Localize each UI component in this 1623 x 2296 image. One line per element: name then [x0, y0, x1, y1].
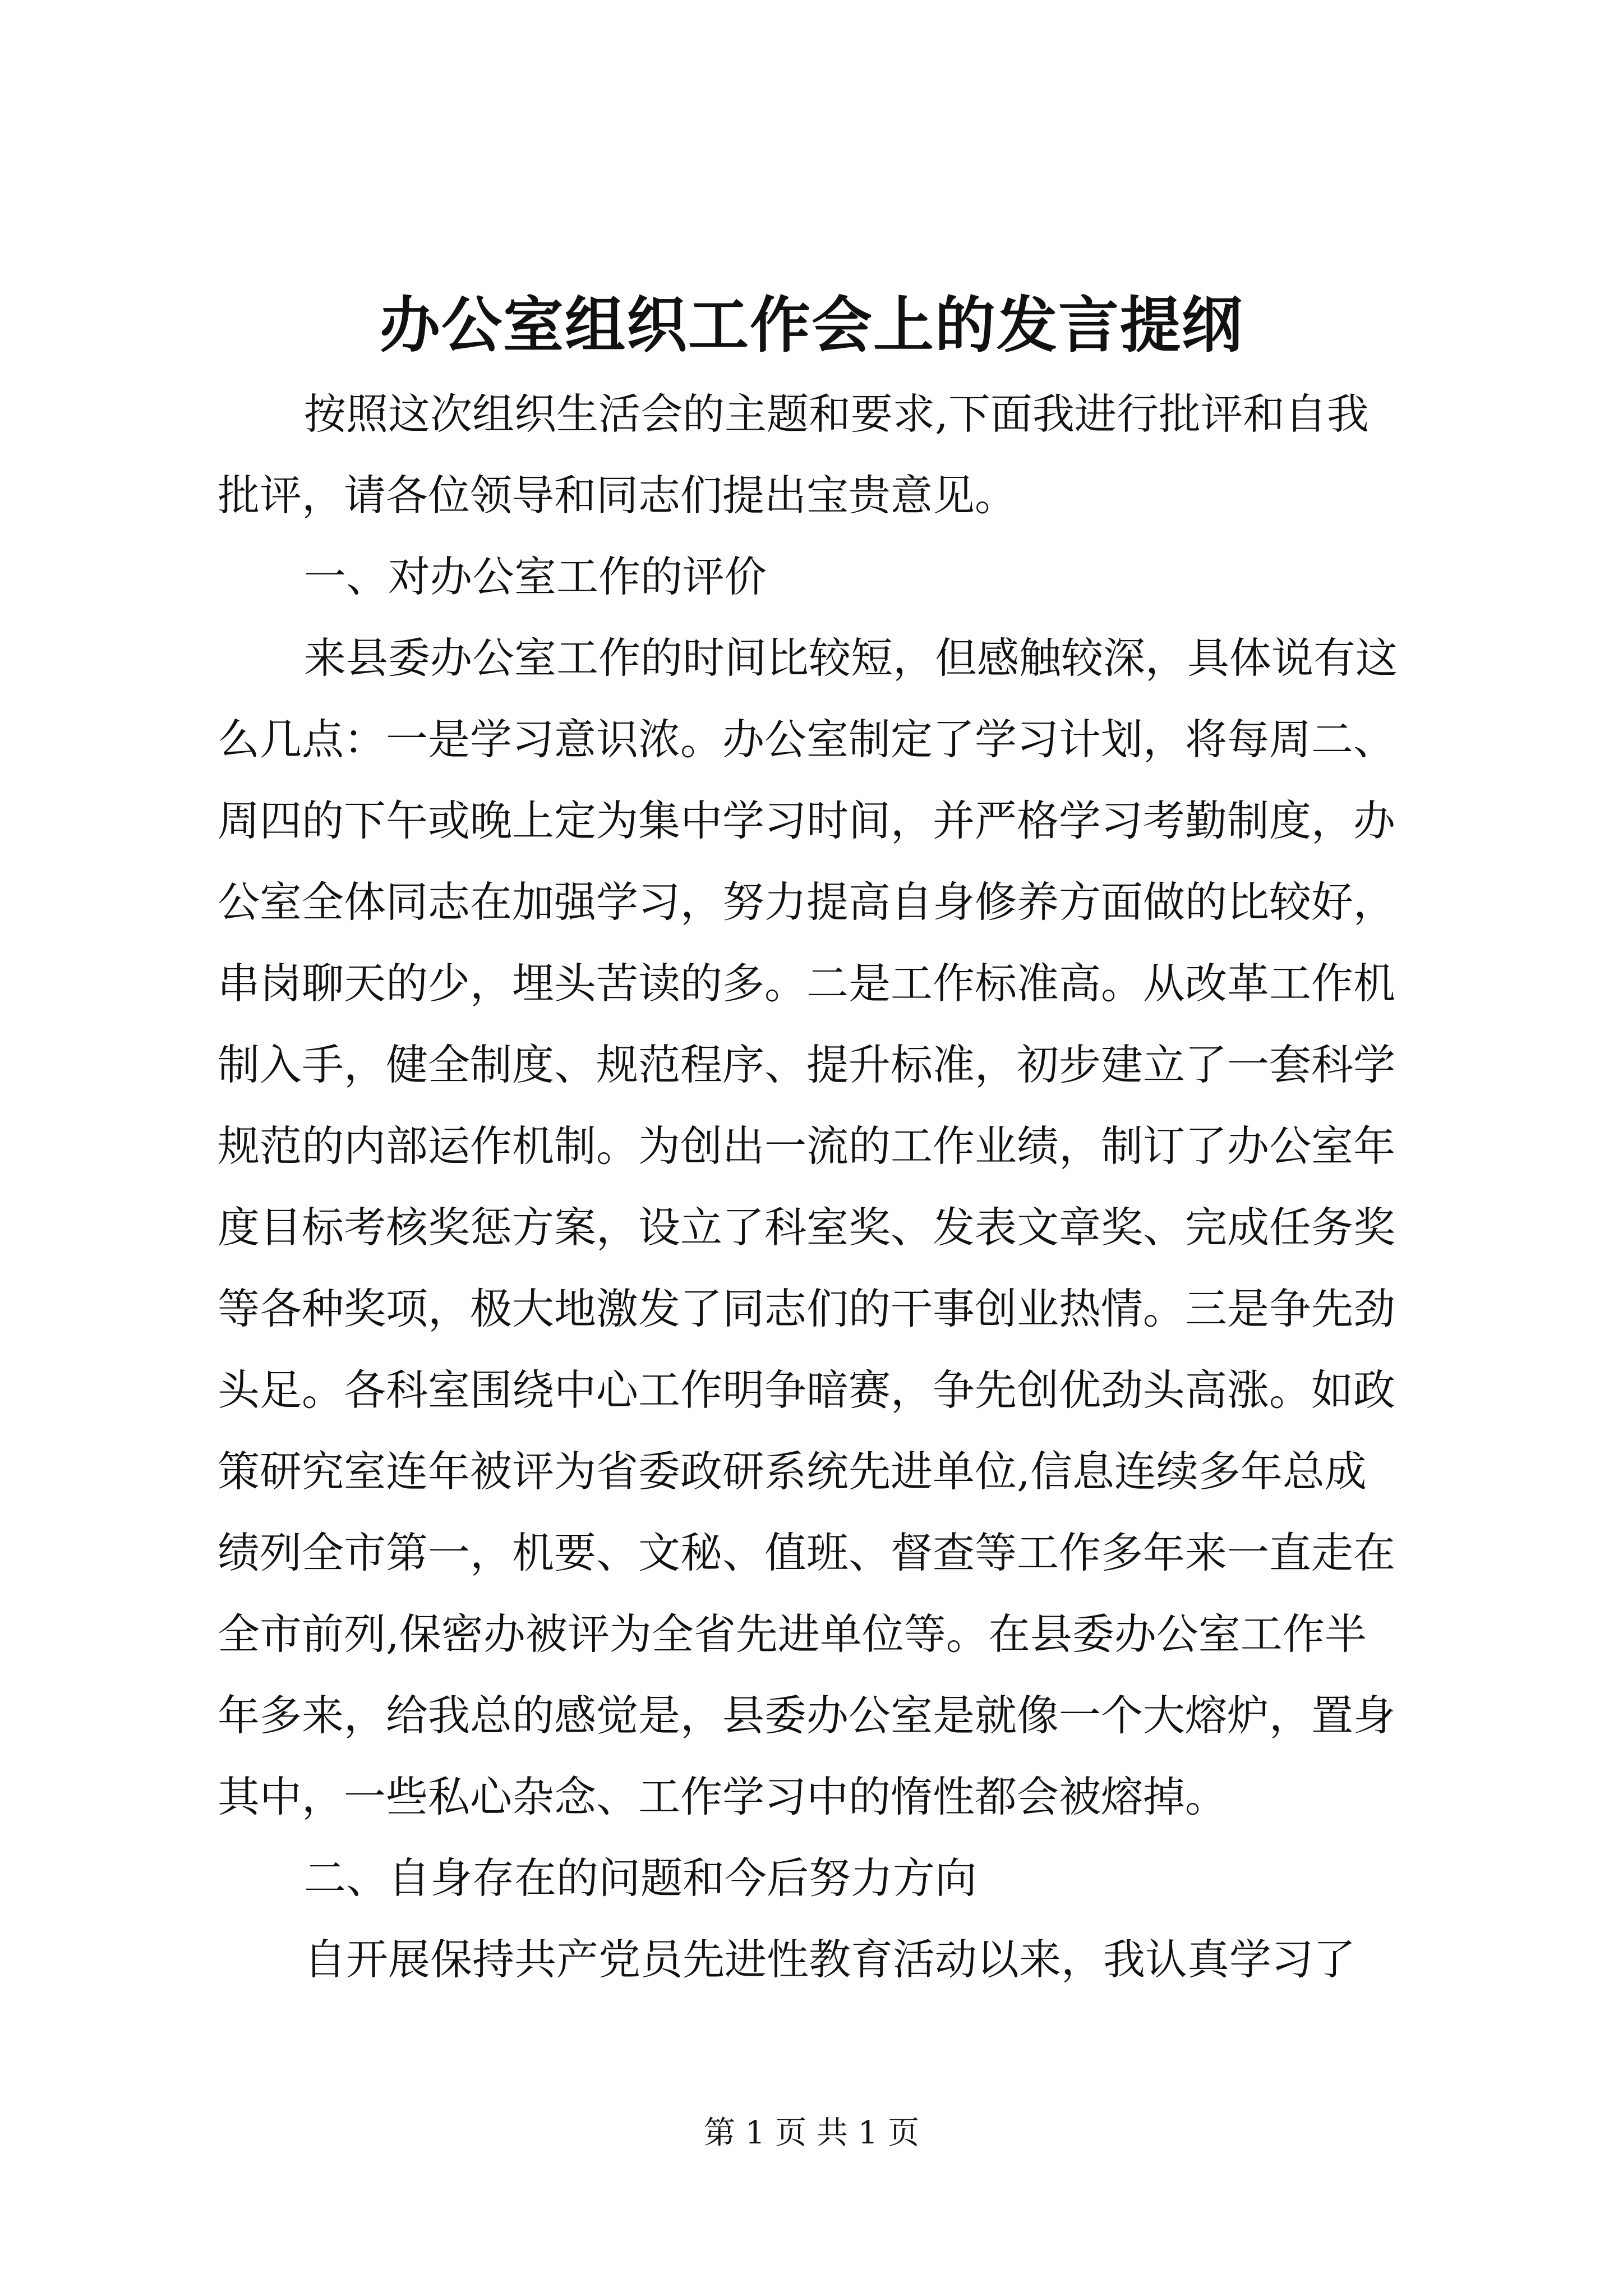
- text-line: 制入手，健全制度、规范程序、提升标准，初步建立了一套科学: [218, 1040, 1396, 1089]
- section-heading: 一、对办公室工作的评价: [304, 552, 767, 601]
- text-line: 批评，请各位领导和同志们提出宝贵意见。: [218, 471, 1017, 520]
- text-line: 头足。各科室围绕中心工作明争暗赛，争先创优劲头高涨。如政: [218, 1365, 1396, 1415]
- page-footer: 第 1 页 共 1 页: [703, 2115, 920, 2151]
- text-line: 周四的下午或晚上定为集中学习时间，并严格学习考勤制度，办: [218, 796, 1396, 845]
- page-title: 办公室组织工作会上的发言提纲: [379, 290, 1243, 361]
- text-line: 其中，一些私心杂念、工作学习中的惰性都会被熔掉。: [218, 1772, 1228, 1821]
- text-line: 么几点：一是学习意识浓。办公室制定了学习计划，将每周二、: [218, 715, 1396, 764]
- text-line: 来县委办公室工作的时间比较短，但感触较深，具体说有这: [304, 633, 1398, 683]
- text-line: 公室全体同志在加强学习，努力提高自身修养方面做的比较好，: [218, 877, 1396, 927]
- text-line: 等各种奖项，极大地激发了同志们的干事创业热情。三是争先劲: [218, 1284, 1396, 1333]
- text-line: 策研究室连年被评为省委政研系统先进单位,信息连续多年总成: [218, 1447, 1367, 1496]
- text-line: 绩列全市第一，机要、文秘、值班、督查等工作多年来一直走在: [218, 1528, 1396, 1577]
- text-line: 年多来，给我总的感觉是，县委办公室是就像一个大熔炉，置身: [218, 1691, 1396, 1740]
- text-line: 全市前列,保密办被评为全省先进单位等。在县委办公室工作半: [218, 1609, 1367, 1659]
- text-line: 规范的内部运作机制。为创出一流的工作业绩，制订了办公室年: [218, 1121, 1396, 1171]
- text-line: 串岗聊天的少，埋头苦读的多。二是工作标准高。从改革工作机: [218, 959, 1396, 1008]
- text-line: 按照这次组织生活会的主题和要求,下面我进行批评和自我: [304, 389, 1369, 439]
- section-heading: 二、自身存在的问题和今后努力方向: [304, 1853, 978, 1903]
- text-line: 度目标考核奖惩方案，设立了科室奖、发表文章奖、完成任务奖: [218, 1203, 1396, 1252]
- text-line: 自开展保持共产党员先进性教育活动以来，我认真学习了: [304, 1935, 1356, 1984]
